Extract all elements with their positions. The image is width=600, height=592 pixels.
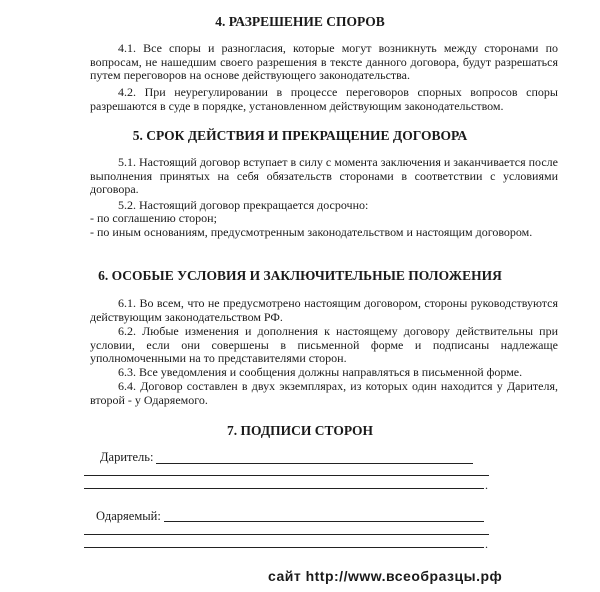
donor-signature-line-2[interactable] <box>84 475 489 476</box>
donee-signature-line-2[interactable] <box>84 534 489 535</box>
paragraph-5-2: 5.2. Настоящий договор прекращается досрочно: <box>118 198 369 212</box>
paragraph-6-1: 6.1. Во всем, что не предусмотрено настоящим договором, стороны руководствуются действующим законодательством РФ. <box>90 296 558 324</box>
paragraph-6-2: 6.2. Любые изменения и дополнения к настоящему договору действительны при условии, если они совершены в письменной форме и подписаны надлежаще уполномоченными на то представителями сторон. <box>90 324 558 365</box>
donor-line-end-mark: . <box>485 478 488 492</box>
paragraph-5-1: 5.1. Настоящий договор вступает в силу с момента заключения и заканчивается после выполнения принятых на себя обязательств сторонами в соответствии с условиями договора. <box>90 155 558 196</box>
donee-signature-line-1[interactable] <box>164 521 484 522</box>
list-item-5-2-2: - по иным основаниям, предусмотренным законодательством и настоящим договором. <box>90 225 533 239</box>
site-watermark: сайт http://www.всеобразцы.рф <box>268 568 503 584</box>
donor-signature-line-3[interactable] <box>84 488 484 489</box>
section-4-title: 4. РАЗРЕШЕНИЕ СПОРОВ <box>215 14 385 29</box>
donee-signature-line-3[interactable] <box>84 547 484 548</box>
donee-label: Одаряемый: <box>96 509 161 523</box>
section-7-title: 7. ПОДПИСИ СТОРОН <box>227 423 373 438</box>
paragraph-4-2: 4.2. При неурегулировании в процессе переговоров спорных вопросов споры разрешаются в суде в порядке, установленном действующим законодательством. <box>90 85 558 113</box>
donor-label: Даритель: <box>100 450 154 464</box>
paragraph-4-1: 4.1. Все споры и разногласия, которые могут возникнуть между сторонами по вопросам, не нашедшим своего разрешения в тексте данного договора, будут разрешаться путем переговоров на основе действующего законодательства. <box>90 41 558 82</box>
paragraph-6-4: 6.4. Договор составлен в двух экземплярах, из которых один находится у Дарителя, второй - у Одаряемого. <box>90 379 558 407</box>
paragraph-6-3: 6.3. Все уведомления и сообщения должны направляться в письменной форме. <box>118 365 523 379</box>
donor-signature-line-1[interactable] <box>156 463 473 464</box>
section-6-title: 6. ОСОБЫЕ УСЛОВИЯ И ЗАКЛЮЧИТЕЛЬНЫЕ ПОЛОЖЕНИЯ <box>98 268 502 283</box>
section-5-title: 5. СРОК ДЕЙСТВИЯ И ПРЕКРАЩЕНИЕ ДОГОВОРА <box>132 128 468 143</box>
list-item-5-2-1: - по соглашению сторон; <box>90 211 217 225</box>
donee-line-end-mark: . <box>485 537 488 551</box>
